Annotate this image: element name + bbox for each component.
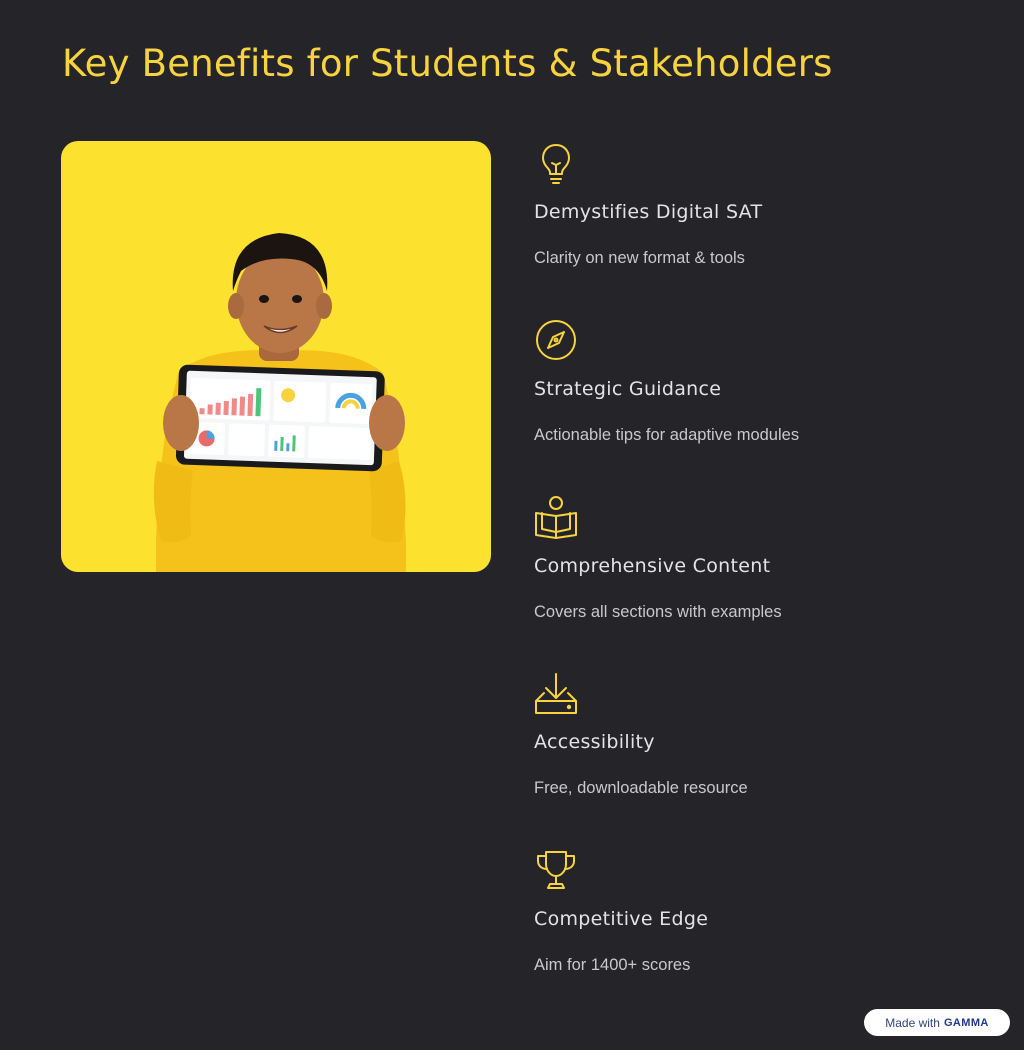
benefit-title: Demystifies Digital SAT <box>534 201 763 223</box>
benefit-description: Covers all sections with examples <box>534 603 782 621</box>
benefit-title: Accessibility <box>534 731 655 753</box>
benefit-description: Clarity on new format & tools <box>534 249 745 267</box>
trophy-icon <box>534 848 578 892</box>
made-with-gamma-badge[interactable] <box>864 1009 1010 1036</box>
benefit-title: Strategic Guidance <box>534 378 722 400</box>
made-with-label: Made with <box>885 1015 940 1030</box>
book-reader-icon <box>534 495 578 539</box>
gamma-logo: GAMMA <box>943 1016 989 1029</box>
benefit-description: Aim for 1400+ scores <box>534 956 691 974</box>
benefit-title: Comprehensive Content <box>534 555 771 577</box>
page-title: Key Benefits for Students & Stakeholders <box>62 42 833 85</box>
lightbulb-icon <box>534 141 578 185</box>
benefit-description: Actionable tips for adaptive modules <box>534 426 800 444</box>
benefit-title: Competitive Edge <box>534 908 709 930</box>
student-holding-tablet-image <box>61 141 491 572</box>
download-icon <box>534 671 578 715</box>
benefit-description: Free, downloadable resource <box>534 779 748 797</box>
student-tablet-photo <box>61 141 491 572</box>
compass-icon <box>534 318 578 362</box>
